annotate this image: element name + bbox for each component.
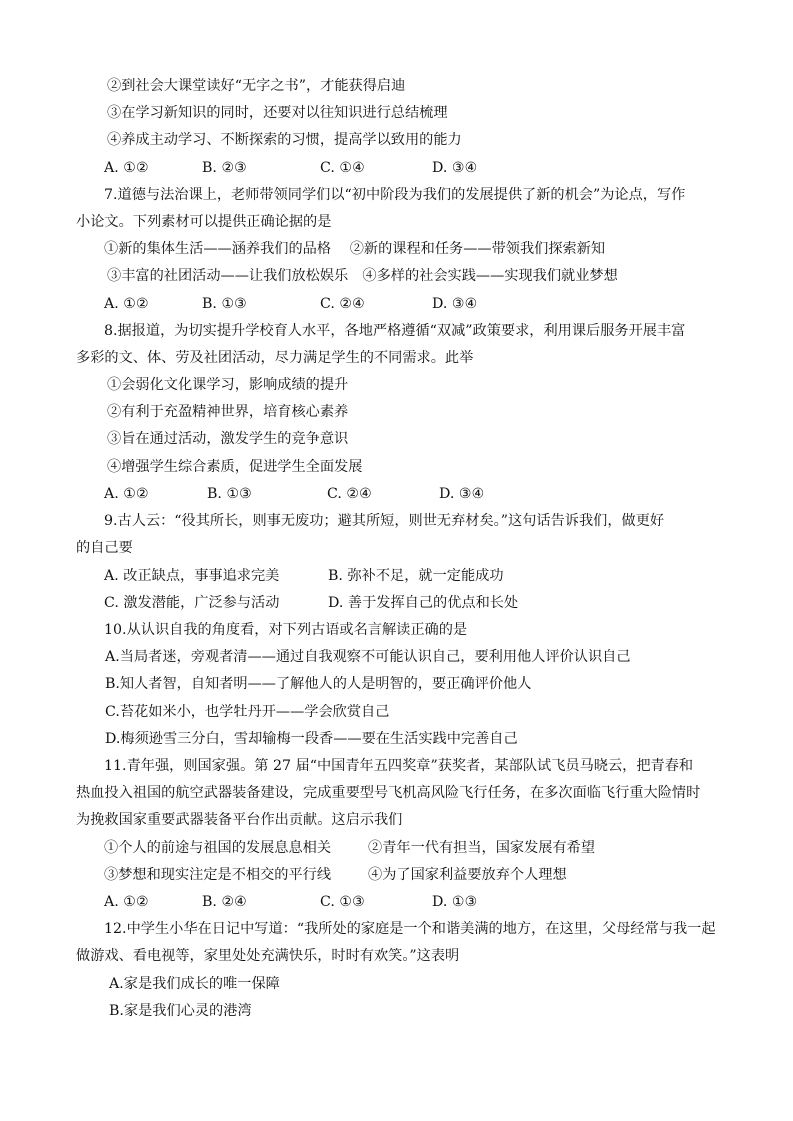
q8-item-3: ③旨在通过活动，激发学生的竞争意识 bbox=[107, 431, 349, 447]
q9-option-a: A. 改正缺点，事事追求完美 bbox=[104, 568, 280, 584]
q11-option-a: A. ①② bbox=[104, 894, 149, 910]
q9-option-b: B. 弥补不足，就一定能成功 bbox=[328, 568, 504, 584]
q12-option-a: A.家是我们成长的唯一保障 bbox=[109, 976, 280, 992]
q6-option-c: C. ①④ bbox=[320, 160, 365, 176]
q7-stem-line-2: 小论文。下列素材可以提供正确论据的是 bbox=[76, 214, 332, 230]
q8-option-c: C. ②④ bbox=[327, 486, 372, 502]
q8-option-a: A. ①② bbox=[104, 486, 149, 502]
q7-option-c: C. ②④ bbox=[320, 296, 365, 312]
q12-option-b: B.家是我们心灵的港湾 bbox=[109, 1003, 252, 1019]
q8-stem-line-1: 8.据报道，为切实提升学校育人水平，各地严格遵循“双减”政策要求，利用课后服务开展丰富 bbox=[104, 323, 686, 339]
q11-option-b: B. ②④ bbox=[202, 894, 247, 910]
q11-option-c: C. ①③ bbox=[320, 894, 365, 910]
q8-option-b: B. ①③ bbox=[207, 486, 252, 502]
q6-option-a: A. ①② bbox=[104, 160, 149, 176]
q8-item-1: ①会弱化文化课学习，影响成绩的提升 bbox=[107, 377, 349, 393]
q12-stem-line-1: 12.中学生小华在日记中写道：“我所处的家庭是一个和谐美满的地方，在这里，父母经常与我一起 bbox=[104, 921, 716, 937]
q11-item-2: ②青年一代有担当，国家发展有希望 bbox=[368, 840, 596, 856]
q10-option-a: A.当局者迷，旁观者清——通过自我观察不可能认识自己，要利用他人评价认识自己 bbox=[105, 649, 631, 665]
q11-item-4: ④为了国家利益要放弃个人理想 bbox=[368, 867, 567, 883]
q6-option-b: B. ②③ bbox=[202, 160, 247, 176]
q8-stem-line-2: 多彩的文、体、劳及社团活动，尽力满足学生的不同需求。此举 bbox=[76, 350, 474, 366]
q8-option-d: D. ③④ bbox=[439, 486, 485, 502]
q10-option-c: C.苔花如米小，也学牡丹开——学会欣赏自己 bbox=[105, 704, 390, 720]
q8-item-2: ②有利于充盈精神世界，培育核心素养 bbox=[107, 404, 349, 420]
q10-option-d: D.梅须逊雪三分白，雪却输梅一段香——要在生活实践中完善自己 bbox=[105, 731, 518, 747]
q10-stem: 10.从认识自我的角度看，对下列古语或名言解读正确的是 bbox=[104, 622, 468, 638]
q9-stem-line-1: 9.古人云：“役其所长，则事无废功；避其所短，则世无弃材矣。”这句话告诉我们，做更好 bbox=[104, 513, 665, 529]
q9-option-d: D. 善于发挥自己的优点和长处 bbox=[328, 595, 519, 611]
q11-stem-line-3: 为挽救国家重要武器装备平台作出贡献。这启示我们 bbox=[76, 812, 403, 828]
q7-items-row-2: ③丰富的社团活动——让我们放松娱乐 ④多样的社会实践——实现我们就业梦想 bbox=[107, 268, 618, 284]
q6-item-2: ②到社会大课堂读好“无字之书”，才能获得启迪 bbox=[107, 78, 406, 94]
q7-option-b: B. ①③ bbox=[202, 296, 247, 312]
q9-stem-line-2: 的自己要 bbox=[76, 540, 133, 556]
q6-item-4: ④养成主动学习、不断探索的习惯，提高学以致用的能力 bbox=[107, 132, 462, 148]
q7-option-a: A. ①② bbox=[104, 296, 149, 312]
q6-option-d: D. ③④ bbox=[432, 160, 478, 176]
q11-item-1: ①个人的前途与祖国的发展息息相关 bbox=[104, 840, 332, 856]
q7-stem-line-1: 7.道德与法治课上，老师带领同学们以“初中阶段为我们的发展提供了新的机会”为论点，写作 bbox=[104, 187, 686, 203]
q11-option-d: D. ①③ bbox=[432, 894, 478, 910]
q12-stem-line-2: 做游戏、看电视等，家里处处充满快乐，时时有欢笑。”这表明 bbox=[76, 948, 460, 964]
q11-stem-line-1: 11.青年强，则国家强。第 27 届“中国青年五四奖章”获奖者，某部队试飞员马晓云，把青春和 bbox=[104, 758, 694, 774]
q7-option-d: D. ③④ bbox=[432, 296, 478, 312]
q9-option-c: C. 激发潜能，广泛参与活动 bbox=[104, 595, 280, 611]
q11-stem-line-2: 热血投入祖国的航空武器装备建设，完成重要型号飞机高风险飞行任务，在多次面临飞行重大险情时 bbox=[76, 785, 701, 801]
q11-item-3: ③梦想和现实注定是不相交的平行线 bbox=[104, 867, 332, 883]
q10-option-b: B.知人者智，自知者明——了解他人的人是明智的，要正确评价他人 bbox=[105, 676, 532, 692]
q7-items-row-1: ①新的集体生活——涵养我们的品格 ②新的课程和任务——带领我们探索新知 bbox=[104, 241, 606, 257]
q6-item-3: ③在学习新知识的同时，还要对以往知识进行总结梳理 bbox=[107, 105, 448, 121]
q8-item-4: ④增强学生综合素质，促进学生全面发展 bbox=[107, 459, 363, 475]
